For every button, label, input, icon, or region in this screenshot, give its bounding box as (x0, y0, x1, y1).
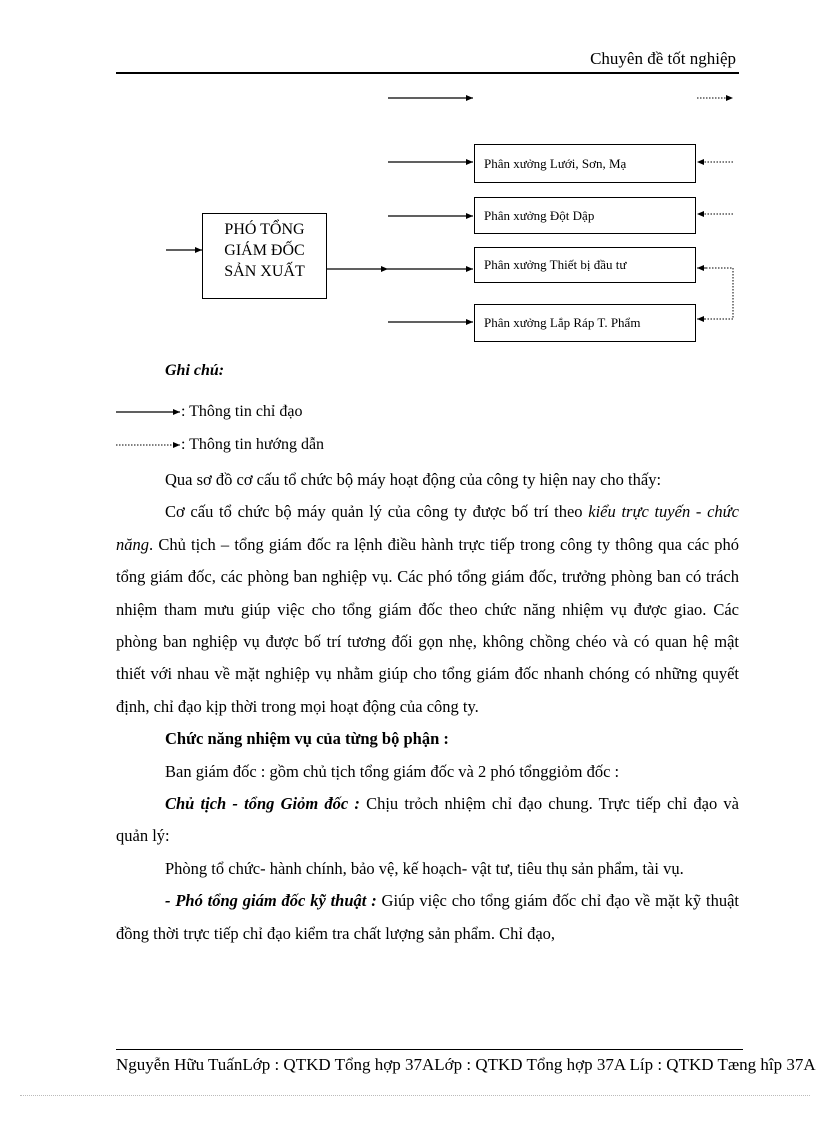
chief-box (202, 213, 327, 299)
legend-solid-label: : Thông tin chỉ đạo (181, 403, 303, 420)
header-title: Chuyên đề tốt nghiệp (590, 49, 736, 68)
dept-label-4: Phân xưởng Lắp Ráp T. Phẩm (484, 315, 641, 330)
dept-box-2 (474, 197, 696, 234)
paragraph-3: Ban giám đốc : gồm chủ tịch tổng giám đốc và 2 phó tổnggiỏm đốc : (165, 761, 620, 781)
legend-dotted-label: : Thông tin hướng dẫn (181, 436, 325, 453)
chief-line-3: SẢN XUẤT (224, 263, 305, 280)
dept-label-1: Phân xưởng Lưới, Sơn, Mạ (484, 155, 627, 171)
footer-rule (116, 1049, 743, 1050)
paragraph-2-pre: Cơ cấu tổ chức bộ máy quản lý của công ty được bố trí theo (165, 502, 589, 522)
paragraph-2 (116, 496, 739, 723)
footer-text: Nguyễn Hữu TuấnLớp : QTKD Tổng hợp 37ALớp : QTKD Tổng hợp 37A Líp : QTKD Tæng hîp 37A (116, 1055, 816, 1074)
notes-title: Ghi chú: (165, 362, 225, 379)
paragraph-1: Qua sơ đồ cơ cấu tổ chức bộ máy hoạt động của công ty hiện nay cho thấy: (165, 470, 662, 489)
paragraph-2-italic: kiểu trực tuyến - chức năng (116, 502, 740, 554)
paragraph-4 (116, 788, 739, 853)
chief-line-1: PHÓ TỔNG (224, 221, 305, 238)
body-text (116, 464, 739, 950)
dept-box-1 (474, 144, 696, 183)
paragraph-6-text: Giúp việc cho tổng giám đốc chỉ đạo về mặt kỹ thuật đồng thời trực tiếp chỉ đạo kiểm tra chất lượng sản phẩm. Chỉ đạo, (116, 891, 739, 943)
dept-box-4 (474, 304, 696, 342)
section-heading: Chức năng nhiệm vụ của từng bộ phận : (165, 729, 449, 749)
dept-label-3: Phân xưởng Thiết bị đầu tư (484, 257, 627, 272)
page-bottom-border (20, 1095, 810, 1096)
paragraph-4-text: Chịu trỏch nhiệm chỉ đạo chung. Trực tiếp chỉ đạo và quản lý: (116, 794, 740, 846)
chief-line-2: GIÁM ĐỐC (224, 242, 305, 259)
dept-box-3 (474, 247, 696, 283)
paragraph-2-post: . Chủ tịch – tổng giám đốc ra lệnh điều hành trực tiếp trong công ty thông qua các phó tổng giám đốc, các phòng ban nghiệp vụ. Các phó tổng giám đốc, trưởng phòng ban có trách nhiệm tham mưu giúp việc cho tổng giám đốc theo chức năng nhiệm vụ được giao. Các phòng ban nghiệp vụ được bố trí tương đối gọn nhẹ, không chồng chéo và có quan hệ mật thiết với nhau về mặt nghiệp vụ nhằm giúp cho tổng giám đốc nhanh chóng có những quyết định, chỉ đạo kịp thời trong mọi hoạt động của công ty. (116, 534, 739, 716)
paragraph-6-bold: - Phó tổng giám đốc kỹ thuật : (165, 891, 377, 911)
dept-3-4-dotted-link (697, 268, 733, 319)
paragraph-4-bold: Chủ tịch - tổng Giỏm đốc : (165, 794, 360, 814)
paragraph-5: Phòng tổ chức- hành chính, bảo vệ, kế hoạch- vật tư, tiêu thụ sản phẩm, tài vụ. (165, 858, 684, 878)
dept-label-2: Phân xưởng Đột Dập (484, 207, 595, 223)
paragraph-6 (116, 885, 739, 950)
